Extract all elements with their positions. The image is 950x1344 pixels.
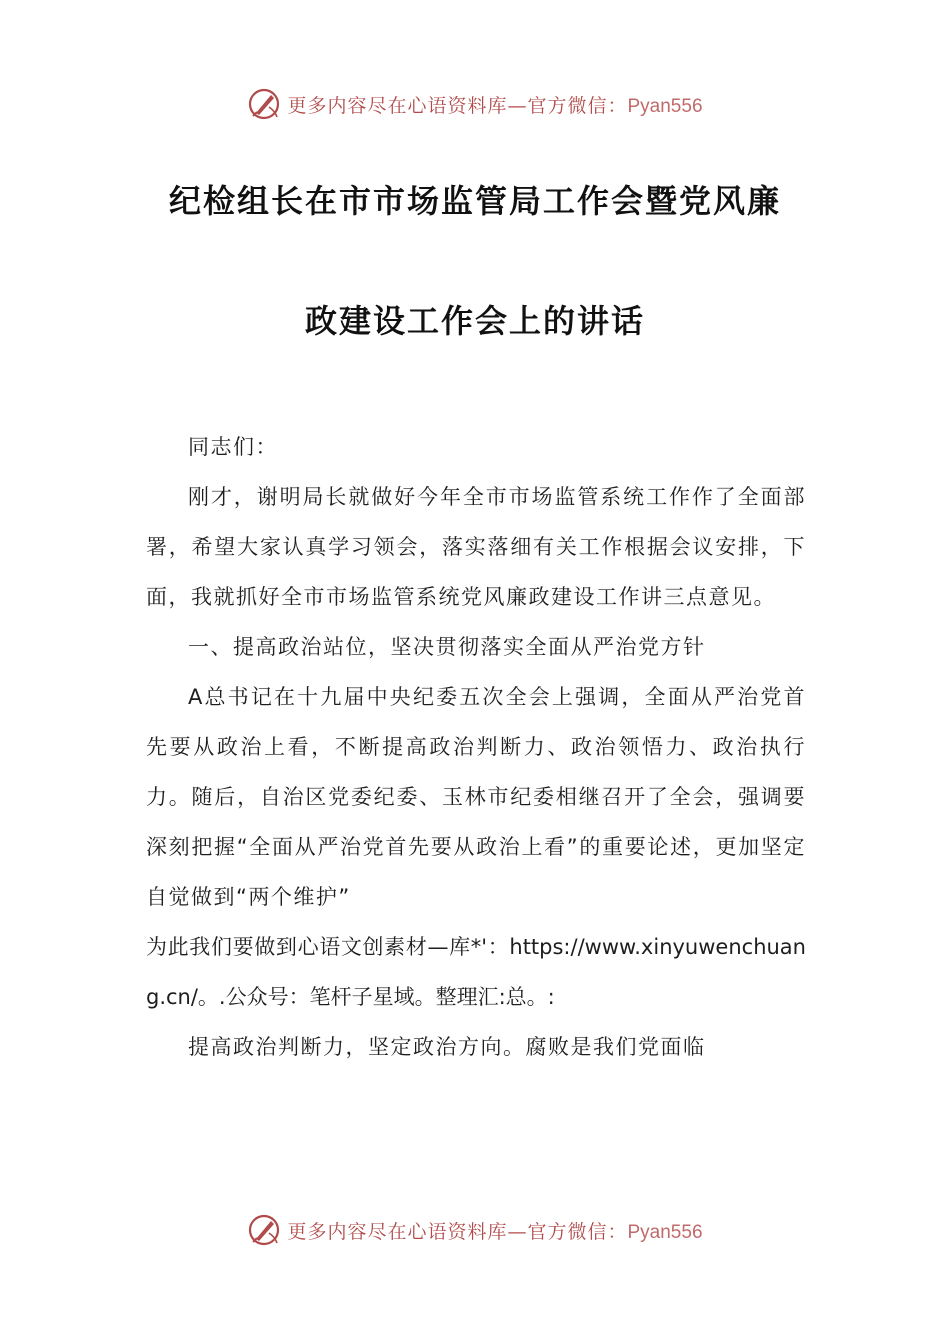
- wechat-id: Pyan556: [627, 1221, 703, 1243]
- salutation: 同志们：: [188, 435, 278, 459]
- footer-watermark-banner: [0, 1210, 950, 1250]
- document-body: [146, 422, 806, 1072]
- section-heading: 一、提高政治站位，坚决贯彻落实全面从严治党方针: [188, 635, 706, 659]
- header-watermark-banner: [0, 84, 950, 124]
- body-paragraph-with-link: 为此我们要做到心语文创素材—库*'：https://www.xinyuwenchuang.cn/。.公众号：笔杆子星域。整理汇:总。:: [146, 935, 806, 1009]
- document-title-line-2: 政建设工作会上的讲话: [304, 302, 645, 340]
- body-paragraph: 刚才，谢明局长就做好今年全市市场监管系统工作作了全面部署，希望大家认真学习领会，落实落细有关工作根据会议安排，下面，我就抓好全市市场监管系统党风廉政建设工作讲三点意见。: [146, 485, 806, 609]
- quill-pen-logo-icon: [247, 1213, 281, 1247]
- document-title-line-1: 纪检组长在市市场监管局工作会暨党风廉: [168, 182, 781, 220]
- body-paragraph: 提高政治判断力，坚定政治方向。腐败是我们党面临: [188, 1035, 706, 1059]
- quill-pen-logo-icon: [247, 87, 281, 121]
- wechat-id: Pyan556: [627, 95, 703, 117]
- watermark-text: 更多内容尽在心语资料库—官方微信：Pyan556: [287, 94, 703, 117]
- watermark-text: 更多内容尽在心语资料库—官方微信：Pyan556: [287, 1220, 703, 1243]
- body-paragraph: A总书记在十九届中央纪委五次全会上强调，全面从严治党首先要从政治上看，不断提高政治判断力、政治领悟力、政治执行力。随后，自治区党委纪委、玉林市纪委相继召开了全会，强调要深刻把握“全面从严治党首先要从政治上看”的重要论述，更加坚定自觉做到“两个维护”: [146, 685, 806, 909]
